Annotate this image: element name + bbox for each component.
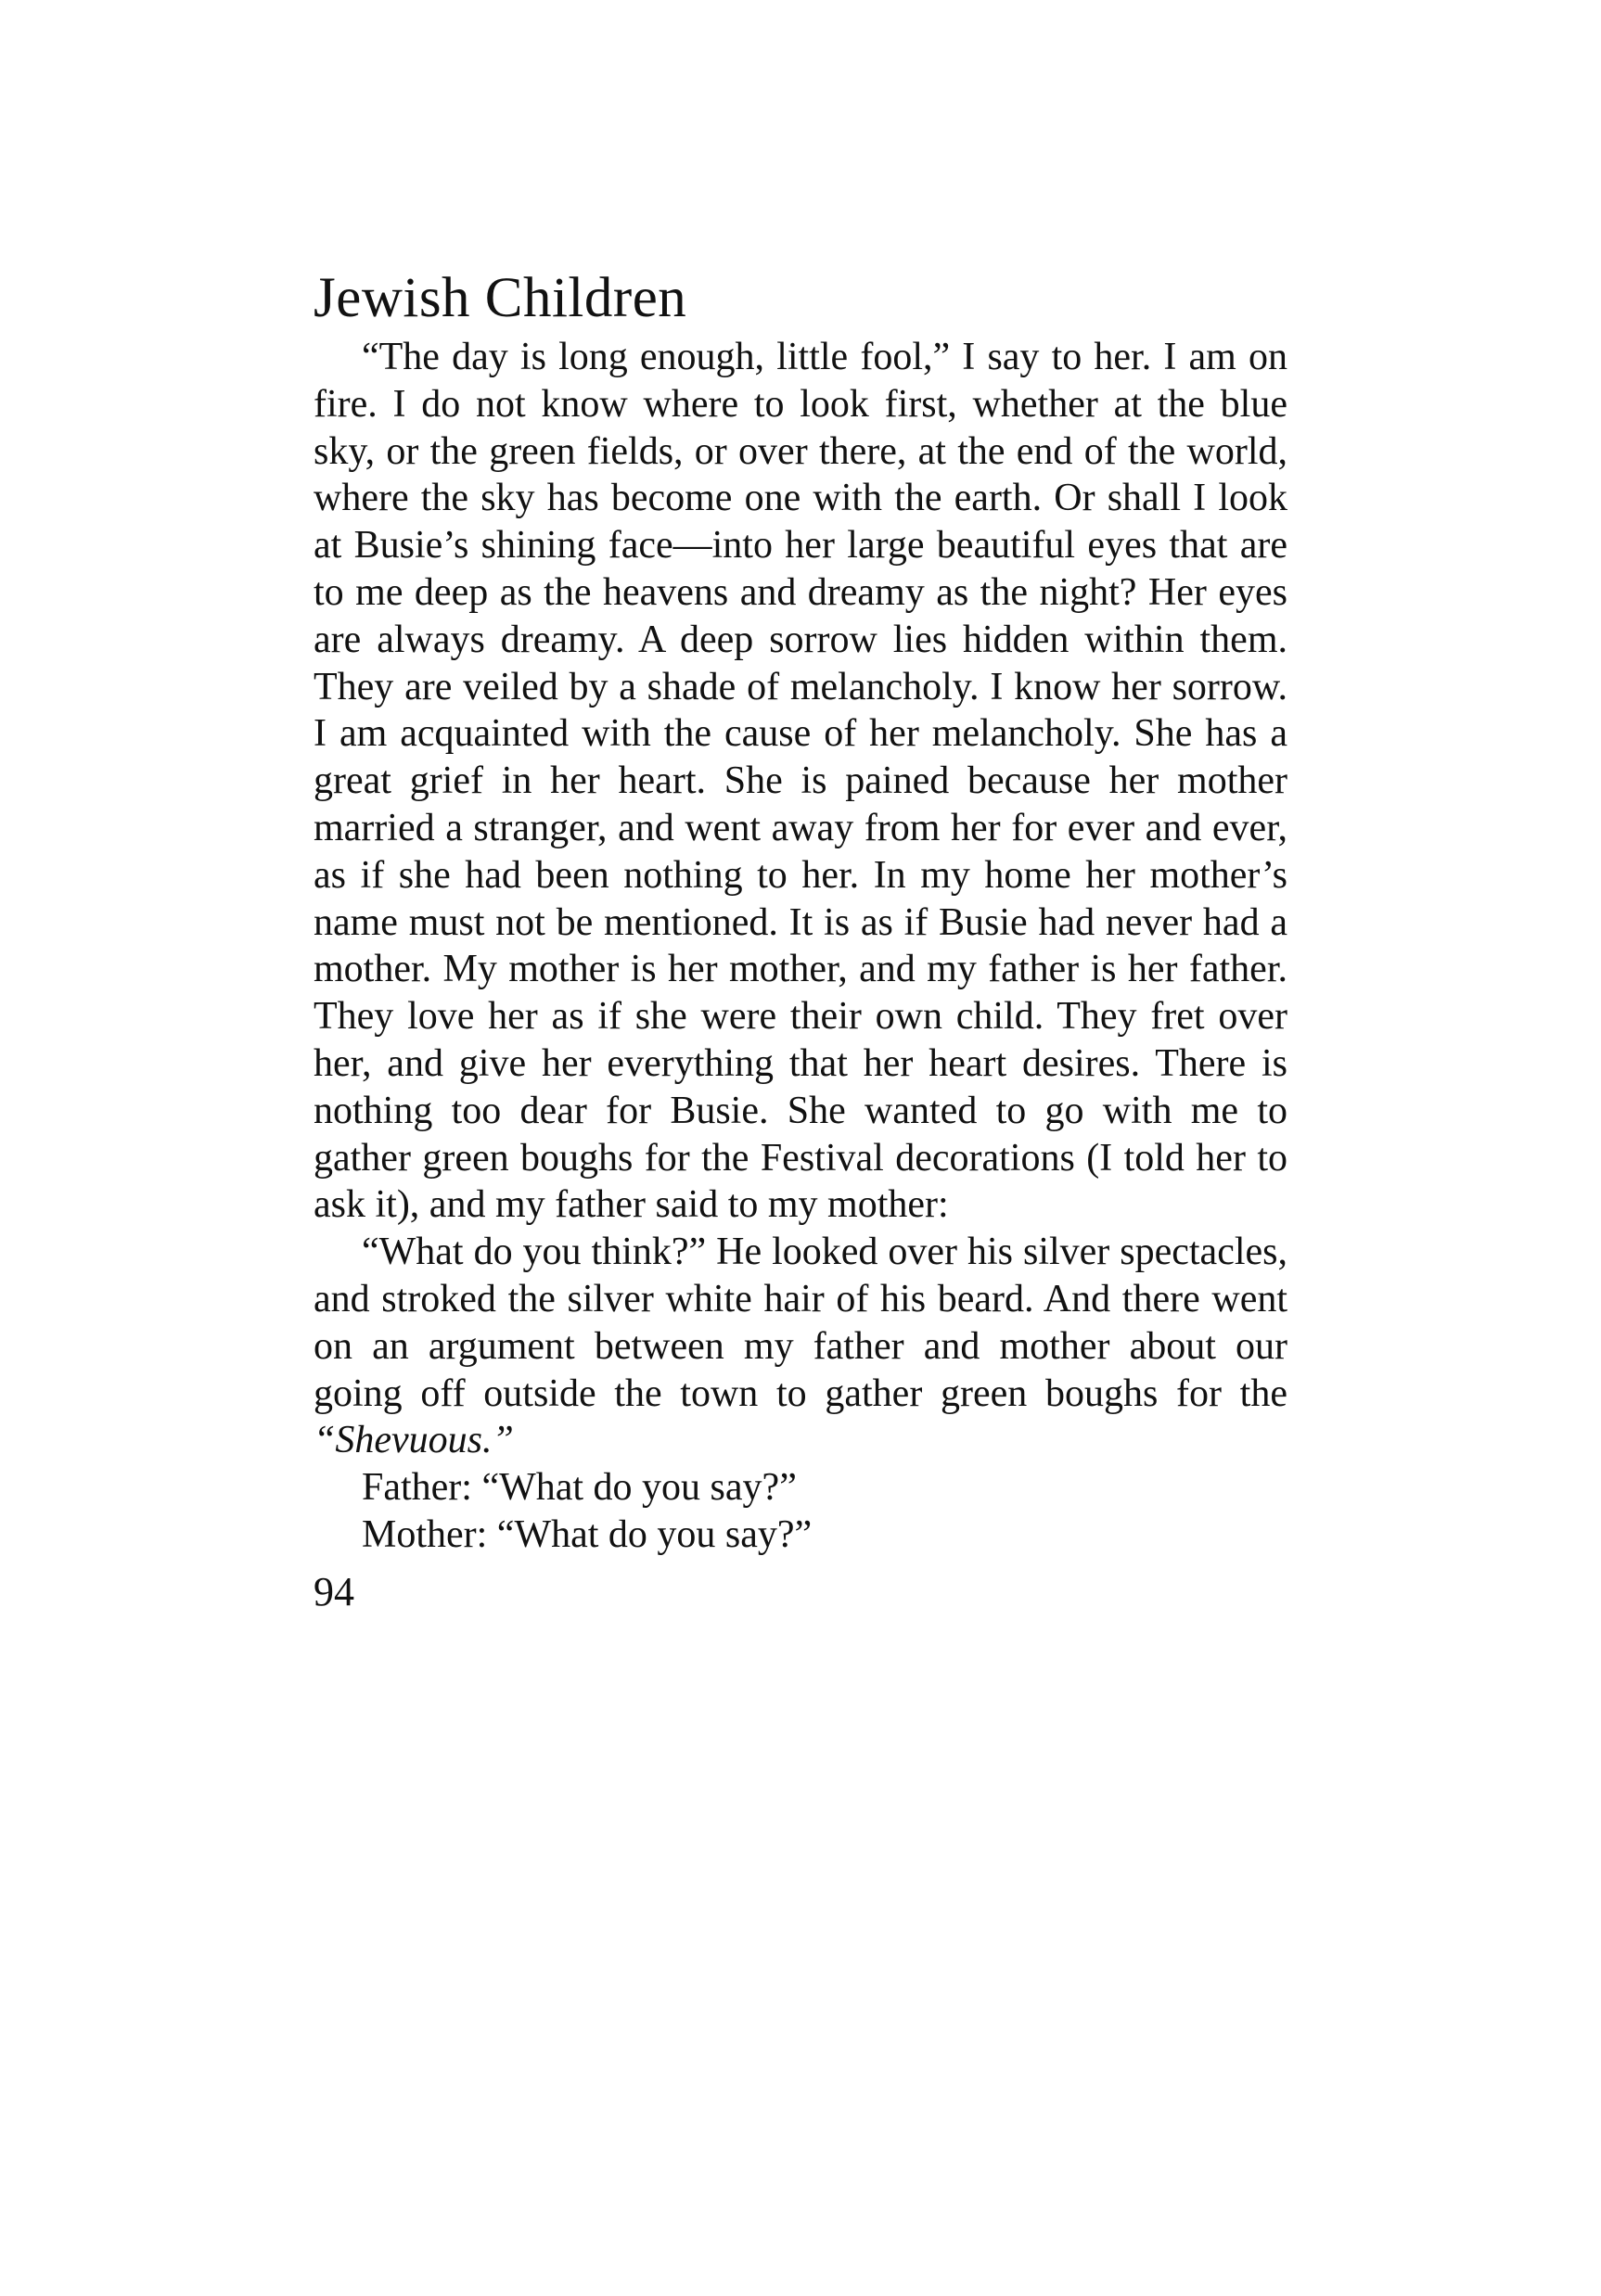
dialogue-line-father: Father: “What do you say?” <box>362 1466 797 1510</box>
italic-festival-name: “Shevuous.” <box>314 1419 514 1462</box>
body-text <box>314 334 1287 1559</box>
running-head: Jewish Children <box>314 267 687 329</box>
dialogue-line-mother: Mother: “What do you say?” <box>362 1512 813 1556</box>
page-number: 94 <box>314 1568 354 1614</box>
paragraph-2 <box>314 1229 1287 1464</box>
paragraph-1: “The day is long enough, little fool,” I say to her. I am on fire. I do not know where to look first, whether at the blue sky, or the green fields, or over there, at the end of the world, where the sky has become one with the earth. Or shall I look at Busie’s shining face—into her large beautiful eyes that are to me deep as the heavens and dreamy as the night? Her eyes are always dreamy. A deep sorrow lies hidden within them. They are veiled by a shade of melancholy. I know her sorrow. I am acquainted with the cause of her melancholy. She has a great grief in her heart. She is pained because her mother married a stranger, and went away from her for ever and ever, as if she had been nothing to her. In my home her mother’s name must not be mentioned. It is as if Busie had never had a mother. My mother is her mother, and my father is her father. They love her as if she were their own child. They fret over her, and give her everything that her heart desires. There is nothing too dear for Busie. She wanted to go with me to gather green boughs for the Festival decorations (I told her to ask it), and my father said to my mother: <box>314 336 1287 1227</box>
book-page <box>314 269 1287 1614</box>
paragraph-2-text: “What do you think?” He looked over his silver spectacles, and stroked the silver white hair of his beard. And there went on an argument between my father and mother about our going off outside the town to gather green boughs for the <box>314 1231 1287 1415</box>
